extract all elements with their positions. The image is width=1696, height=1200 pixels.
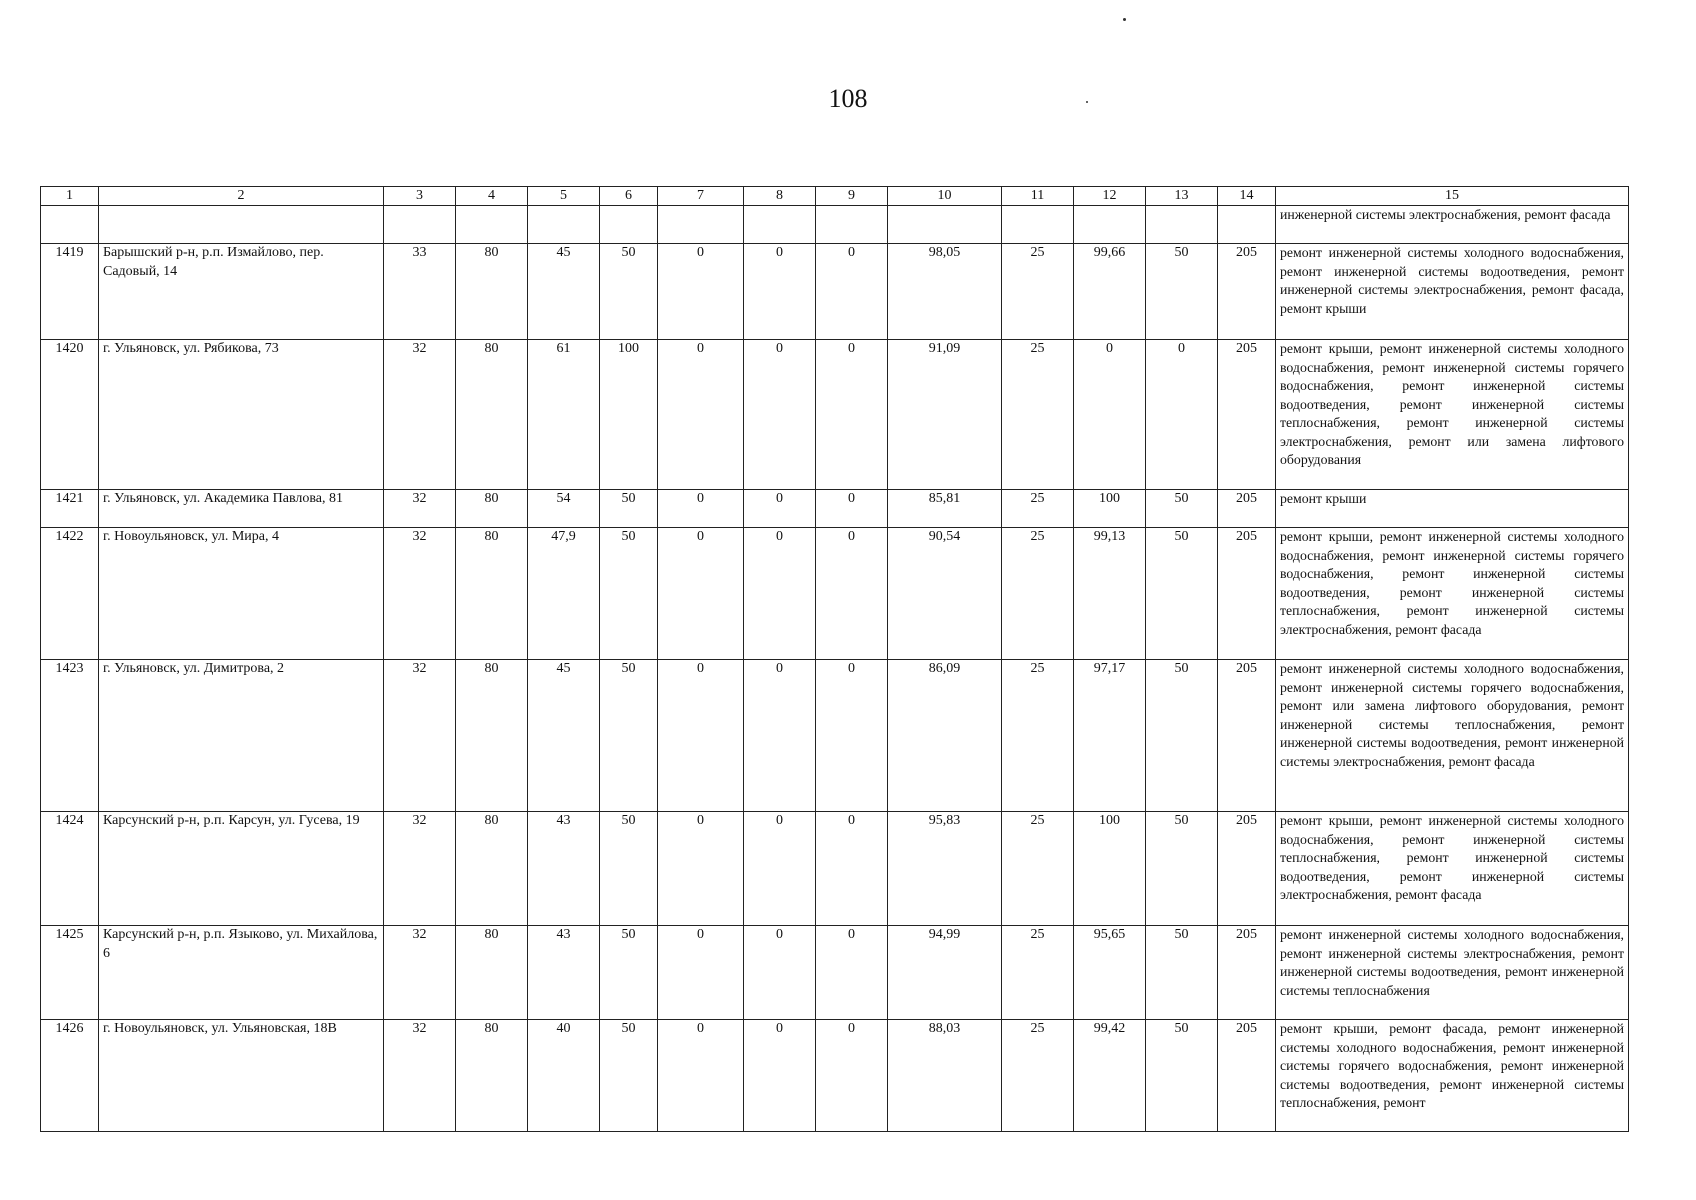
value-cell: 33 <box>384 244 456 340</box>
address-cell: Барышский р-н, р.п. Измайлово, пер. Садовый, 14 <box>99 244 384 340</box>
table-row <box>41 206 1629 244</box>
address-cell: г. Ульяновск, ул. Академика Павлова, 81 <box>99 490 384 528</box>
value-cell: 205 <box>1218 490 1276 528</box>
value-cell: 100 <box>1074 490 1146 528</box>
works-cell: инженерной системы электроснабжения, ремонт фасада <box>1276 206 1629 244</box>
value-cell <box>888 206 1002 244</box>
address-cell: г. Новоульяновск, ул. Ульяновская, 18В <box>99 1020 384 1132</box>
value-cell: 0 <box>744 340 816 490</box>
value-cell: 205 <box>1218 660 1276 812</box>
works-cell: ремонт крыши, ремонт инженерной системы холодного водоснабжения, ремонт инженерной системы горячего водоснабжения, ремонт инженерной системы водоотведения, ремонт инженерной системы теплоснабжения, ремонт инженерной системы электроснабжения, ремонт или замена лифтового оборудования <box>1276 340 1629 490</box>
value-cell <box>1002 206 1074 244</box>
value-cell: 0 <box>744 1020 816 1132</box>
value-cell: 90,54 <box>888 528 1002 660</box>
column-header: 13 <box>1146 187 1218 206</box>
value-cell: 45 <box>528 244 600 340</box>
value-cell: 0 <box>744 660 816 812</box>
value-cell: 205 <box>1218 1020 1276 1132</box>
value-cell: 80 <box>456 528 528 660</box>
value-cell: 45 <box>528 660 600 812</box>
value-cell <box>528 206 600 244</box>
column-header: 11 <box>1002 187 1074 206</box>
value-cell: 88,03 <box>888 1020 1002 1132</box>
column-header: 3 <box>384 187 456 206</box>
value-cell <box>600 206 658 244</box>
value-cell: 32 <box>384 1020 456 1132</box>
table-body <box>41 187 1629 1132</box>
column-header: 6 <box>600 187 658 206</box>
table-row <box>41 660 1629 812</box>
row-number-cell: 1423 <box>41 660 99 812</box>
value-cell: 50 <box>600 528 658 660</box>
value-cell: 50 <box>600 926 658 1020</box>
value-cell: 0 <box>816 812 888 926</box>
value-cell: 50 <box>600 812 658 926</box>
column-header: 4 <box>456 187 528 206</box>
works-cell: ремонт крыши, ремонт инженерной системы холодного водоснабжения, ремонт инженерной системы горячего водоснабжения, ремонт инженерной системы водоотведения, ремонт инженерной системы теплоснабжения, ремонт инженерной системы электроснабжения, ремонт фасада <box>1276 528 1629 660</box>
address-cell: г. Ульяновск, ул. Димитрова, 2 <box>99 660 384 812</box>
value-cell: 32 <box>384 926 456 1020</box>
value-cell: 100 <box>600 340 658 490</box>
value-cell: 0 <box>816 244 888 340</box>
value-cell: 25 <box>1002 490 1074 528</box>
value-cell: 32 <box>384 660 456 812</box>
value-cell: 50 <box>600 1020 658 1132</box>
column-header: 15 <box>1276 187 1629 206</box>
value-cell: 0 <box>658 490 744 528</box>
value-cell: 0 <box>816 528 888 660</box>
value-cell <box>816 206 888 244</box>
table-row <box>41 340 1629 490</box>
value-cell: 0 <box>816 1020 888 1132</box>
value-cell: 0 <box>744 490 816 528</box>
works-cell: ремонт инженерной системы холодного водоснабжения, ремонт инженерной системы горячего водоснабжения, ремонт или замена лифтового оборудования, ремонт инженерной системы теплоснабжения, ремонт инженерной системы водоотведения, ремонт инженерной системы электроснабжения, ремонт фасада <box>1276 660 1629 812</box>
value-cell <box>658 206 744 244</box>
value-cell: 43 <box>528 926 600 1020</box>
column-header: 2 <box>99 187 384 206</box>
value-cell: 50 <box>1146 926 1218 1020</box>
value-cell: 99,42 <box>1074 1020 1146 1132</box>
value-cell: 0 <box>816 490 888 528</box>
value-cell: 40 <box>528 1020 600 1132</box>
value-cell <box>1146 206 1218 244</box>
value-cell: 50 <box>1146 490 1218 528</box>
value-cell: 32 <box>384 340 456 490</box>
column-number-row <box>41 187 1629 206</box>
row-number-cell: 1420 <box>41 340 99 490</box>
value-cell: 80 <box>456 926 528 1020</box>
value-cell: 80 <box>456 660 528 812</box>
value-cell: 0 <box>1074 340 1146 490</box>
table-row <box>41 812 1629 926</box>
table-row <box>41 490 1629 528</box>
value-cell: 98,05 <box>888 244 1002 340</box>
row-number-cell: 1421 <box>41 490 99 528</box>
value-cell: 95,65 <box>1074 926 1146 1020</box>
value-cell: 25 <box>1002 244 1074 340</box>
value-cell: 0 <box>816 660 888 812</box>
value-cell: 0 <box>816 926 888 1020</box>
register-table <box>40 186 1629 1132</box>
value-cell: 97,17 <box>1074 660 1146 812</box>
value-cell: 25 <box>1002 340 1074 490</box>
value-cell: 50 <box>1146 660 1218 812</box>
address-cell: Карсунский р-н, р.п. Карсун, ул. Гусева, 19 <box>99 812 384 926</box>
address-cell: г. Новоульяновск, ул. Мира, 4 <box>99 528 384 660</box>
works-cell: ремонт инженерной системы холодного водоснабжения, ремонт инженерной системы электроснабжения, ремонт инженерной системы водоотведения, ремонт инженерной системы теплоснабжения <box>1276 926 1629 1020</box>
column-header: 7 <box>658 187 744 206</box>
address-cell: Карсунский р-н, р.п. Языково, ул. Михайлова, 6 <box>99 926 384 1020</box>
column-header: 14 <box>1218 187 1276 206</box>
value-cell: 50 <box>1146 1020 1218 1132</box>
value-cell: 0 <box>658 926 744 1020</box>
value-cell: 50 <box>600 660 658 812</box>
value-cell: 0 <box>744 528 816 660</box>
value-cell: 25 <box>1002 528 1074 660</box>
value-cell: 80 <box>456 1020 528 1132</box>
value-cell: 61 <box>528 340 600 490</box>
column-header: 12 <box>1074 187 1146 206</box>
value-cell: 205 <box>1218 528 1276 660</box>
value-cell: 47,9 <box>528 528 600 660</box>
table-row <box>41 926 1629 1020</box>
works-cell: ремонт крыши <box>1276 490 1629 528</box>
scan-speck <box>1123 18 1126 21</box>
value-cell: 50 <box>600 244 658 340</box>
value-cell: 85,81 <box>888 490 1002 528</box>
value-cell: 54 <box>528 490 600 528</box>
value-cell <box>456 206 528 244</box>
value-cell: 205 <box>1218 812 1276 926</box>
address-cell: г. Ульяновск, ул. Рябикова, 73 <box>99 340 384 490</box>
column-header: 1 <box>41 187 99 206</box>
value-cell: 0 <box>744 926 816 1020</box>
value-cell: 25 <box>1002 812 1074 926</box>
address-cell <box>99 206 384 244</box>
scan-speck <box>1086 101 1088 103</box>
value-cell: 95,83 <box>888 812 1002 926</box>
row-number-cell: 1426 <box>41 1020 99 1132</box>
column-header: 9 <box>816 187 888 206</box>
value-cell: 32 <box>384 490 456 528</box>
value-cell: 99,66 <box>1074 244 1146 340</box>
value-cell: 0 <box>658 340 744 490</box>
value-cell: 205 <box>1218 340 1276 490</box>
value-cell: 80 <box>456 244 528 340</box>
column-header: 8 <box>744 187 816 206</box>
value-cell: 99,13 <box>1074 528 1146 660</box>
column-header: 5 <box>528 187 600 206</box>
value-cell: 0 <box>658 528 744 660</box>
value-cell: 0 <box>658 660 744 812</box>
value-cell: 50 <box>600 490 658 528</box>
table-row <box>41 1020 1629 1132</box>
value-cell: 205 <box>1218 926 1276 1020</box>
works-cell: ремонт инженерной системы холодного водоснабжения, ремонт инженерной системы водоотведения, ремонт инженерной системы электроснабжения, ремонт фасада, ремонт крыши <box>1276 244 1629 340</box>
value-cell <box>1074 206 1146 244</box>
value-cell <box>744 206 816 244</box>
value-cell: 32 <box>384 528 456 660</box>
value-cell: 0 <box>658 812 744 926</box>
value-cell: 50 <box>1146 812 1218 926</box>
value-cell: 25 <box>1002 926 1074 1020</box>
value-cell: 91,09 <box>888 340 1002 490</box>
value-cell: 50 <box>1146 528 1218 660</box>
value-cell: 50 <box>1146 244 1218 340</box>
value-cell: 0 <box>816 340 888 490</box>
value-cell: 0 <box>658 1020 744 1132</box>
value-cell: 80 <box>456 340 528 490</box>
value-cell: 25 <box>1002 660 1074 812</box>
works-cell: ремонт крыши, ремонт фасада, ремонт инженерной системы холодного водоснабжения, ремонт инженерной системы горячего водоснабжения, ремонт инженерной системы водоотведения, ремонт инженерной системы теплоснабжения, ремонт <box>1276 1020 1629 1132</box>
row-number-cell <box>41 206 99 244</box>
page-number: 108 <box>828 84 868 113</box>
value-cell: 0 <box>1146 340 1218 490</box>
value-cell: 0 <box>658 244 744 340</box>
value-cell: 25 <box>1002 1020 1074 1132</box>
value-cell: 32 <box>384 812 456 926</box>
row-number-cell: 1419 <box>41 244 99 340</box>
column-header: 10 <box>888 187 1002 206</box>
row-number-cell: 1425 <box>41 926 99 1020</box>
value-cell <box>384 206 456 244</box>
table-row <box>41 244 1629 340</box>
value-cell: 0 <box>744 244 816 340</box>
value-cell: 86,09 <box>888 660 1002 812</box>
value-cell: 80 <box>456 812 528 926</box>
value-cell: 100 <box>1074 812 1146 926</box>
value-cell: 94,99 <box>888 926 1002 1020</box>
value-cell: 80 <box>456 490 528 528</box>
table-row <box>41 528 1629 660</box>
works-cell: ремонт крыши, ремонт инженерной системы холодного водоснабжения, ремонт инженерной системы теплоснабжения, ремонт инженерной системы водоотведения, ремонт инженерной системы электроснабжения, ремонт фасада <box>1276 812 1629 926</box>
value-cell <box>1218 206 1276 244</box>
value-cell: 43 <box>528 812 600 926</box>
value-cell: 0 <box>744 812 816 926</box>
row-number-cell: 1424 <box>41 812 99 926</box>
row-number-cell: 1422 <box>41 528 99 660</box>
value-cell: 205 <box>1218 244 1276 340</box>
